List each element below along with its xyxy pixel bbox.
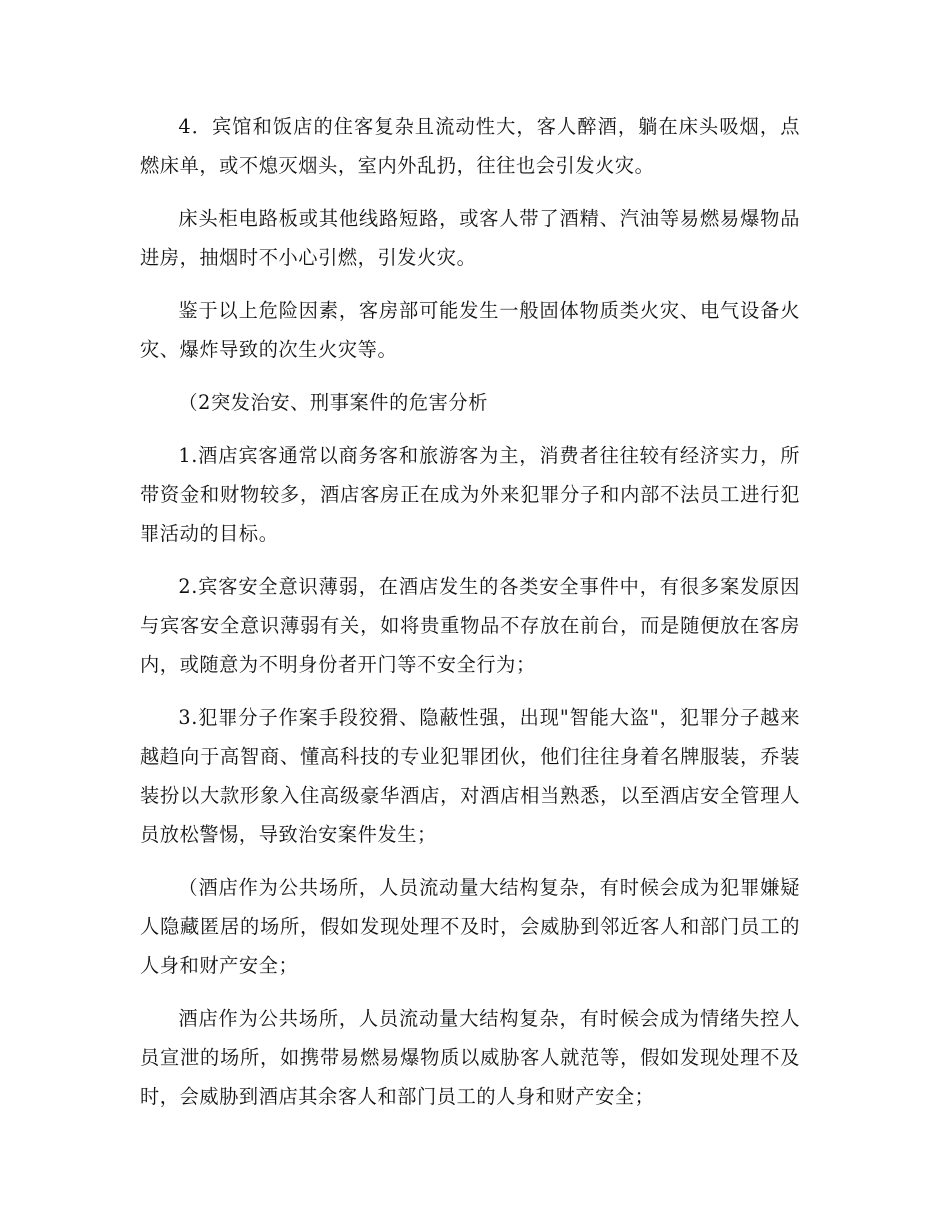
paragraph-security-point-2: 2.宾客安全意识薄弱，在酒店发生的各类安全事件中，有很多案发原因与宾客安全意识薄弱有关，如将贵重物品不存放在前台，而是随便放在客房内，或随意为不明身份者开门等不安全行为； — [140, 575, 800, 676]
paragraph-gap — [140, 185, 800, 199]
paragraph-fire-cause-short-circuit: 床头柜电路板或其他线路短路，或客人带了酒精、汽油等易燃易爆物品进房，抽烟时不小心引燃，引发火灾。 — [140, 207, 800, 269]
paragraph-gap — [140, 854, 800, 868]
paragraph-security-point-4: （酒店作为公共场所，人员流动量大结构复杂，有时候会成为犯罪嫌疑人隐藏匿居的场所，假如发现处理不及时，会威胁到邻近客人和部门员工的人身和财产安全； — [140, 876, 800, 977]
document-body — [140, 107, 800, 1116]
paragraph-fire-cause-smoking: 4．宾馆和饭店的住客复杂且流动性大，客人醉酒，躺在床头吸烟，点燃床单，或不熄灭烟头，室内外乱扔，往往也会引发火灾。 — [140, 115, 800, 177]
paragraph-gap — [140, 422, 800, 436]
section-heading-security-cases: （2突发治安、刑事案件的危害分析 — [178, 391, 489, 414]
paragraph-security-point-1: 1.酒店宾客通常以商务客和旅游客为主，消费者往往较有经济实力，所带资金和财物较多，酒店客房正在成为外来犯罪分子和内部不法员工进行犯罪活动的目标。 — [140, 444, 800, 545]
paragraph-gap — [140, 277, 800, 291]
paragraph-gap — [140, 369, 800, 383]
paragraph-security-point-5: 酒店作为公共场所，人员流动量大结构复杂，有时候会成为情绪失控人员宣泄的场所，如携带易燃易爆物质以威胁客人就范等，假如发现处理不及时，会威胁到酒店其余客人和部门员工的人身和财产安全； — [140, 1007, 800, 1108]
paragraph-gap — [140, 684, 800, 698]
paragraph-gap — [140, 553, 800, 567]
paragraph-gap — [140, 985, 800, 999]
paragraph-security-point-3: 3.犯罪分子作案手段狡猾、隐蔽性强，出现"智能大盗"，犯罪分子越来越趋向于高智商、懂高科技的专业犯罪团伙，他们往往身着名牌服装，乔装装扮以大款形象入住高级豪华酒店，对酒店相当熟悉，以至酒店安全管理人员放松警惕，导致治安案件发生； — [140, 706, 800, 846]
paragraph-fire-summary: 鉴于以上危险因素，客房部可能发生一般固体物质类火灾、电气设备火灾、爆炸导致的次生火灾等。 — [140, 299, 800, 361]
